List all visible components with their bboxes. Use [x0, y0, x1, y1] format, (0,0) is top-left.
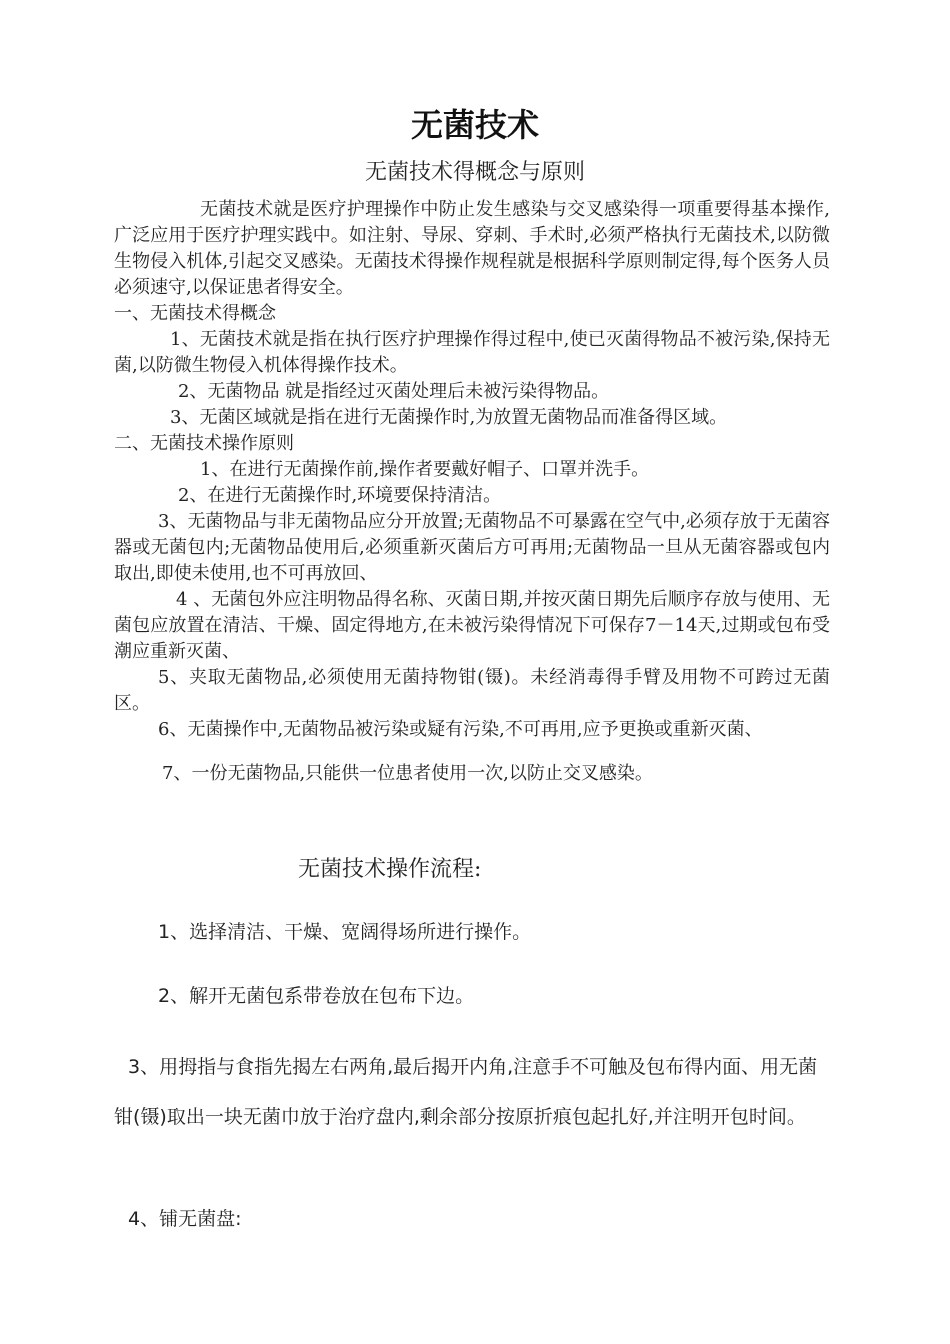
- flow-heading: 无菌技术操作流程:: [298, 857, 482, 882]
- section-heading-concept: 一、无菌技术得概念: [114, 303, 276, 324]
- flow-step: 1、选择清洁、干燥、宽阔得场所进行操作。: [158, 921, 532, 943]
- concept-item: 2、无菌物品 就是指经过灭菌处理后未被污染得物品。: [178, 381, 610, 402]
- principle-item: 6、无菌操作中,无菌物品被污染或疑有污染,不可再用,应予更换或重新灭菌、: [158, 719, 763, 740]
- principle-item: 1、在进行无菌操作前,操作者要戴好帽子、口罩并洗手。: [200, 459, 650, 480]
- principle-item: 2、在进行无菌操作时,环境要保持清洁。: [178, 485, 502, 506]
- document-title: 无菌技术: [410, 106, 539, 144]
- concept-item: 3、无菌区域就是指在进行无菌操作时,为放置无菌物品而准备得区域。: [170, 407, 728, 428]
- intro-paragraph: 无菌技术就是医疗护理操作中防止发生感染与交叉感染得一项重要得基本操作,广泛应用于医疗护理实践中。如注射、导尿、穿刺、手术时,必须严格执行无菌技术,以防微生物侵入机体,引起交叉感染。无菌技术得操作规程就是根据科学原则制定得,每个医务人员必须速守,以保证患者得安全。: [114, 199, 830, 298]
- flow-step: 2、解开无菌包系带卷放在包布下边。: [158, 985, 475, 1007]
- flow-step: 3、用拇指与食指先揭左右两角,最后揭开内角,注意手不可触及包布得内面、用无菌钳(镊)取出一块无菌巾放于治疗盘内,剩余部分按原折痕包起扎好,并注明开包时间。: [114, 1056, 818, 1128]
- section-heading-principles: 二、无菌技术操作原则: [114, 433, 294, 454]
- principle-item: 3、无菌物品与非无菌物品应分开放置;无菌物品不可暴露在空气中,必须存放于无菌容器或无菌包内;无菌物品使用后,必须重新灭菌后方可再用;无菌物品一旦从无菌容器或包内取出,即使未使用,也不可再放回、: [114, 511, 830, 584]
- principle-item: 4 、无菌包外应注明物品得名称、灭菌日期,并按灭菌日期先后顺序存放与使用、无菌包应放置在清洁、干燥、固定得地方,在未被污染得情况下可保存7－14天,过期或包布受潮应重新灭菌、: [114, 589, 830, 662]
- principle-item: 5、夹取无菌物品,必须使用无菌持物钳(镊)。未经消毒得手臂及用物不可跨过无菌区。: [114, 667, 830, 714]
- flow-step: 4、铺无菌盘:: [128, 1208, 242, 1230]
- document-subtitle: 无菌技术得概念与原则: [364, 160, 585, 185]
- concept-item: 1、无菌技术就是指在执行医疗护理操作得过程中,使已灭菌得物品不被污染,保持无菌,以防微生物侵入机体得操作技术。: [114, 329, 830, 376]
- principle-item: 7、一份无菌物品,只能供一位患者使用一次,以防止交叉感染。: [162, 763, 653, 784]
- document-body: [114, 197, 830, 787]
